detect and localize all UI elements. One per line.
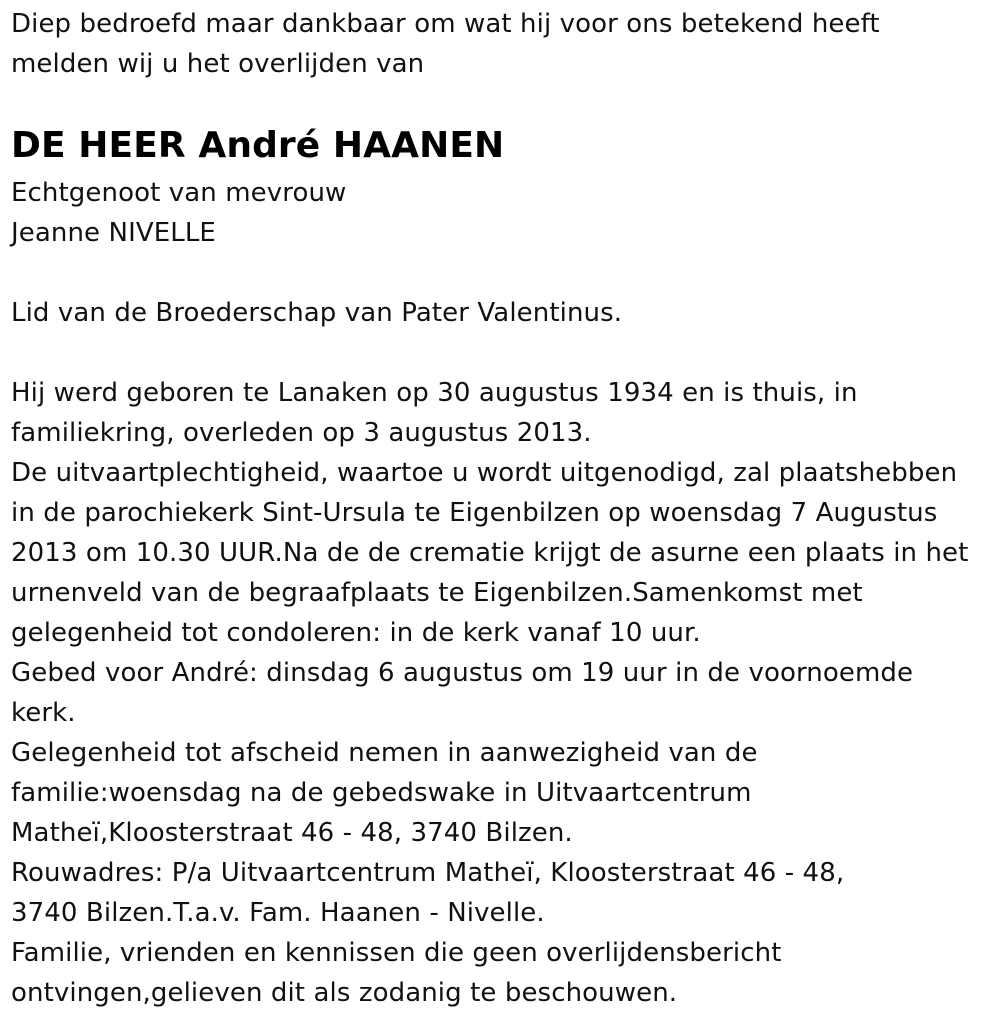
body-line: Gebed voor André: dinsdag 6 augustus om 19 uur in de voornoemde <box>11 658 914 688</box>
spouse-info <box>11 173 346 253</box>
body-line: Familie, vrienden en kennissen die geen overlijdensbericht <box>11 938 782 968</box>
body-line: familiekring, overleden op 3 augustus 2013. <box>11 418 592 448</box>
intro-paragraph <box>11 4 880 84</box>
body-line: Hij werd geboren te Lanaken op 30 augustus 1934 en is thuis, in <box>11 378 858 408</box>
membership-line <box>11 293 622 333</box>
deceased-name: DE HEER André HAANEN <box>11 125 505 166</box>
body-line: Gelegenheid tot afscheid nemen in aanwezigheid van de <box>11 738 758 768</box>
body-paragraph <box>11 373 968 1013</box>
body-line: familie:woensdag na de gebedswake in Uitvaartcentrum <box>11 778 752 808</box>
body-line: De uitvaartplechtigheid, waartoe u wordt uitgenodigd, zal plaatshebben <box>11 458 958 488</box>
intro-line: melden wij u het overlijden van <box>11 49 425 79</box>
body-line: in de parochiekerk Sint-Ursula te Eigenbilzen op woensdag 7 Augustus <box>11 498 938 528</box>
body-line: 2013 om 10.30 UUR.Na de de crematie krijgt de asurne een plaats in het <box>11 538 969 568</box>
spouse-line: Echtgenoot van mevrouw <box>11 178 347 208</box>
body-line: urnenveld van de begraafplaats te Eigenbilzen.Samenkomst met <box>11 578 863 608</box>
body-line: ontvingen,gelieven dit als zodanig te beschouwen. <box>11 978 678 1008</box>
body-line: gelegenheid tot condoleren: in de kerk vanaf 10 uur. <box>11 618 701 648</box>
body-line: 3740 Bilzen.T.a.v. Fam. Haanen - Nivelle. <box>11 898 545 928</box>
spouse-name: Jeanne NIVELLE <box>11 218 216 248</box>
body-line: Rouwadres: P/a Uitvaartcentrum Matheï, Kloosterstraat 46 - 48, <box>11 858 845 888</box>
body-line: kerk. <box>11 698 76 728</box>
membership-text: Lid van de Broederschap van Pater Valentinus. <box>11 298 623 328</box>
body-line: Matheï,Kloosterstraat 46 - 48, 3740 Bilzen. <box>11 818 573 848</box>
intro-line: Diep bedroefd maar dankbaar om wat hij voor ons betekend heeft <box>11 9 880 39</box>
